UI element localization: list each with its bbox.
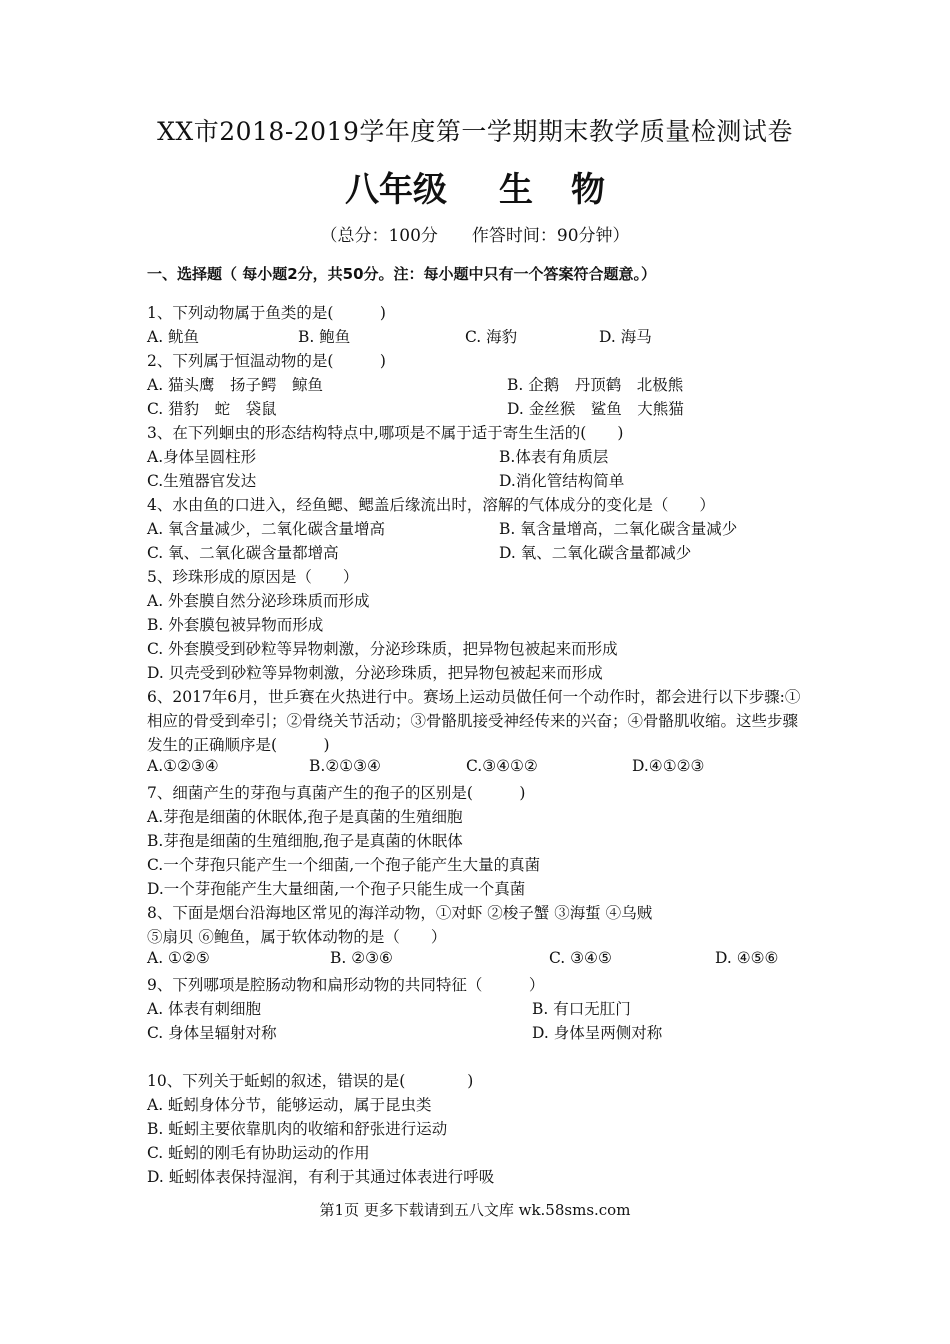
question-4-option-a: A. 氧含量减少，二氧化碳含量增高 bbox=[147, 520, 386, 538]
subject-char-1: 生 bbox=[499, 170, 533, 210]
page-footer: 第1页 更多下载请到五八文库 wk.58sms.com bbox=[319, 1201, 631, 1219]
question-10-option-a: A. 蚯蚓身体分节，能够运动，属于昆虫类 bbox=[147, 1096, 432, 1114]
question-8-option-d: D. ④⑤⑥ bbox=[715, 949, 779, 967]
question-10-option-b: B. 蚯蚓主要依靠肌肉的收缩和舒张进行运动 bbox=[147, 1120, 448, 1138]
question-7-option-b: B.芽孢是细菌的生殖细胞,孢子是真菌的休眠体 bbox=[147, 832, 463, 850]
question-6-option-a: A.①②③④ bbox=[147, 757, 219, 775]
question-7-option-c: C.一个芽孢只能产生一个细菌,一个孢子能产生大量的真菌 bbox=[147, 856, 541, 874]
question-8-option-b: B. ②③⑥ bbox=[330, 949, 393, 967]
question-3-option-b: B.体表有角质层 bbox=[499, 448, 609, 466]
subject-char-2: 物 bbox=[571, 170, 605, 210]
question-9-option-a: A. 体表有刺细胞 bbox=[147, 1000, 262, 1018]
section-heading: 一、选择题（ 每小题2分，共50分。注：每小题中只有一个答案符合题意。） bbox=[147, 265, 657, 283]
question-8-stem-line-1: 8、下面是烟台沿海地区常见的海洋动物，①对虾 ②梭子蟹 ③海蜇 ④乌贼 bbox=[147, 904, 653, 922]
question-4-option-c: C. 氧、二氧化碳含量都增高 bbox=[147, 544, 339, 562]
question-8-option-c: C. ③④⑤ bbox=[549, 949, 612, 967]
question-7-stem: 7、细菌产生的芽孢与真菌产生的孢子的区别是( ) bbox=[147, 784, 526, 802]
question-10-option-d: D. 蚯蚓体表保持湿润，有利于其通过体表进行呼吸 bbox=[147, 1168, 495, 1186]
question-10-option-c: C. 蚯蚓的刚毛有协助运动的作用 bbox=[147, 1144, 370, 1162]
question-2-option-c: C. 猎豹 蛇 袋鼠 bbox=[147, 400, 277, 418]
question-3-option-a: A.身体呈圆柱形 bbox=[147, 448, 257, 466]
question-5-option-a: A. 外套膜自然分泌珍珠质而形成 bbox=[147, 592, 370, 610]
question-3-option-c: C.生殖器官发达 bbox=[147, 472, 257, 490]
question-6-option-d: D.④①②③ bbox=[632, 757, 705, 775]
question-9-option-d: D. 身体呈两侧对称 bbox=[532, 1024, 663, 1042]
question-10-stem: 10、下列关于蚯蚓的叙述，错误的是( ) bbox=[147, 1072, 474, 1090]
exam-title: XX市2018-2019学年度第一学期期末教学质量检测试卷 bbox=[157, 117, 793, 146]
question-9-option-b: B. 有口无肛门 bbox=[532, 1000, 631, 1018]
grade-label: 八年级 bbox=[345, 170, 447, 210]
question-1-option-a: A. 鱿鱼 bbox=[147, 328, 200, 346]
question-5-option-b: B. 外套膜包被异物而形成 bbox=[147, 616, 324, 634]
question-6-option-c: C.③④①② bbox=[466, 757, 538, 775]
question-3-stem: 3、在下列蛔虫的形态结构特点中,哪项是不属于适于寄生生活的( ) bbox=[147, 424, 624, 442]
question-8-option-a: A. ①②⑤ bbox=[147, 949, 210, 967]
question-1-stem: 1、下列动物属于鱼类的是( ) bbox=[147, 304, 386, 322]
question-5-option-d: D. 贝壳受到砂粒等异物刺激，分泌珍珠质，把异物包被起来而形成 bbox=[147, 664, 603, 682]
question-9-stem: 9、下列哪项是腔肠动物和扁形动物的共同特征（ ） bbox=[147, 976, 545, 994]
question-4-option-b: B. 氧含量增高，二氧化碳含量减少 bbox=[499, 520, 738, 538]
question-1-option-c: C. 海豹 bbox=[465, 328, 518, 346]
question-6-stem-line-1: 6、2017年6月，世乒赛在火热进行中。赛场上运动员做任何一个动作时，都会进行以下步骤:① bbox=[147, 688, 801, 706]
question-5-stem: 5、珍珠形成的原因是（ ） bbox=[147, 568, 359, 586]
question-7-option-d: D.一个芽孢能产生大量细菌,一个孢子只能生成一个真菌 bbox=[147, 880, 526, 898]
question-6-option-b: B.②①③④ bbox=[309, 757, 381, 775]
question-3-option-d: D.消化管结构简单 bbox=[499, 472, 625, 490]
question-7-option-a: A.芽孢是细菌的休眠体,孢子是真菌的生殖细胞 bbox=[147, 808, 463, 826]
question-2-stem: 2、下列属于恒温动物的是( ) bbox=[147, 352, 386, 370]
question-1-option-b: B. 鲍鱼 bbox=[298, 328, 351, 346]
question-2-option-b: B. 企鹅 丹顶鹤 北极熊 bbox=[507, 376, 684, 394]
question-4-stem: 4、水由鱼的口进入，经鱼鳃、鳃盖后缘流出时，溶解的气体成分的变化是（ ） bbox=[147, 496, 715, 514]
question-9-option-c: C. 身体呈辐射对称 bbox=[147, 1024, 277, 1042]
question-6-stem-line-3: 发生的正确顺序是( ) bbox=[147, 736, 330, 754]
question-8-stem-line-2: ⑤扇贝 ⑥鲍鱼，属于软体动物的是（ ） bbox=[147, 928, 447, 946]
exam-info: （总分：100分 作答时间：90分钟） bbox=[320, 226, 630, 246]
question-6-stem-line-2: 相应的骨受到牵引；②骨绕关节活动；③骨骼肌接受神经传来的兴奋；④骨骼肌收缩。这些步骤 bbox=[147, 712, 799, 730]
question-4-option-d: D. 氧、二氧化碳含量都减少 bbox=[499, 544, 692, 562]
exam-subject bbox=[0, 162, 950, 211]
question-1-option-d: D. 海马 bbox=[599, 328, 652, 346]
question-5-option-c: C. 外套膜受到砂粒等异物刺激，分泌珍珠质，把异物包被起来而形成 bbox=[147, 640, 618, 658]
question-2-option-a: A. 猫头鹰 扬子鳄 鲸鱼 bbox=[147, 376, 324, 394]
question-2-option-d: D. 金丝猴 鲨鱼 大熊猫 bbox=[507, 400, 684, 418]
